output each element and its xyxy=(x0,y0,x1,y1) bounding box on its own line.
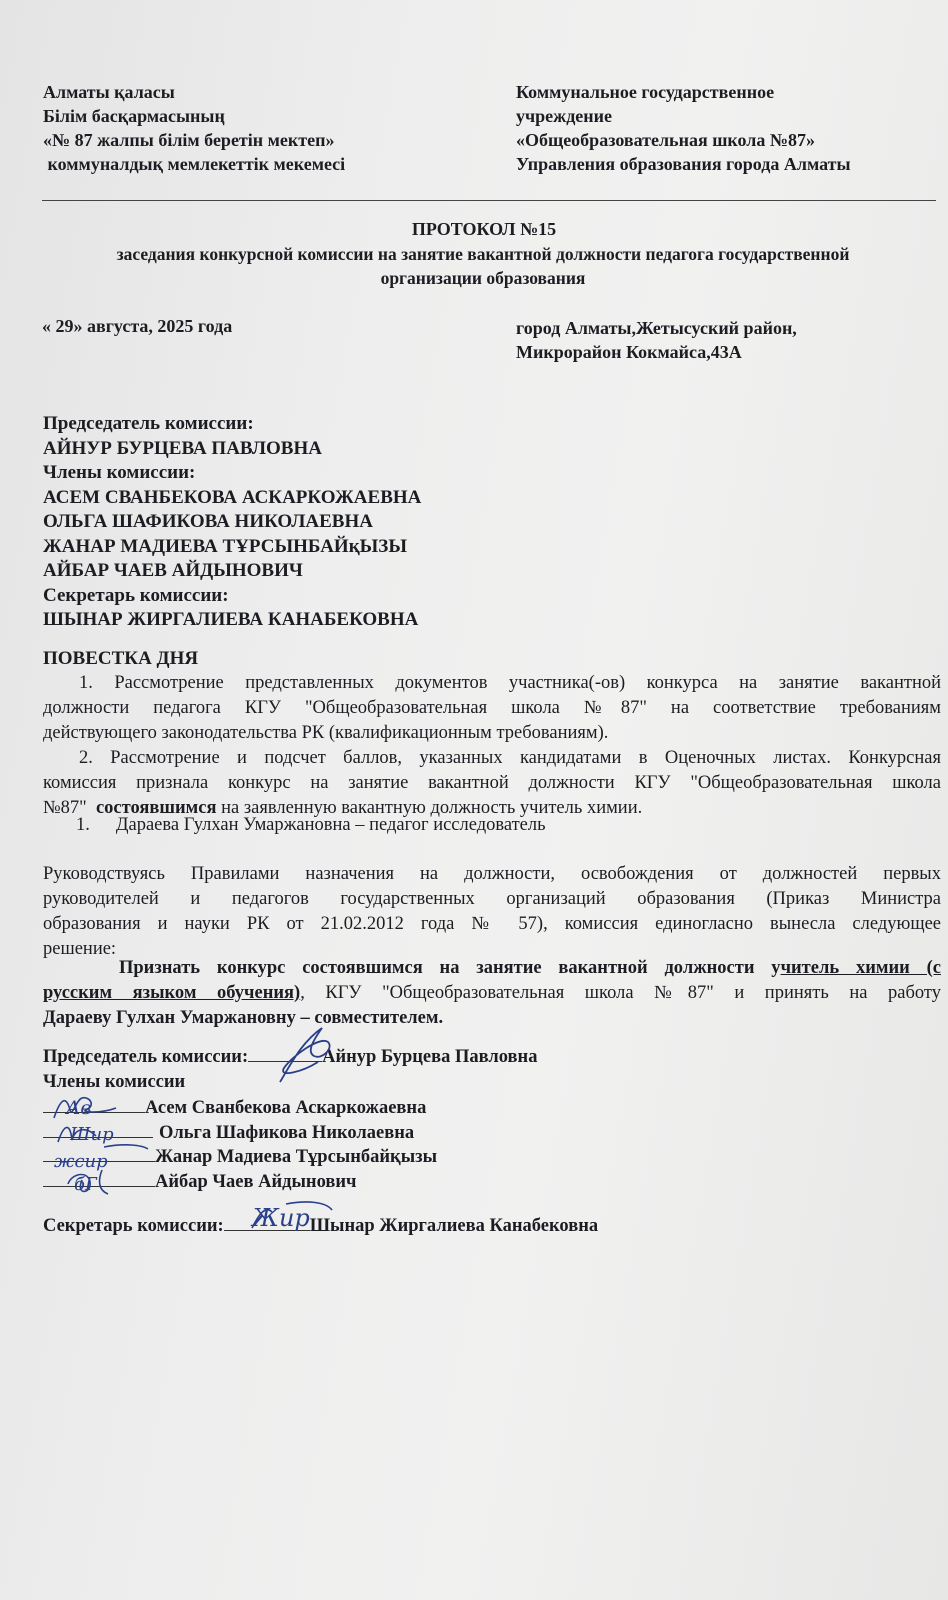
header-right-line: «Общеобразовательная школа №87» xyxy=(516,130,815,150)
signature-text: бГ xyxy=(74,1174,97,1195)
member-name: АСЕМ СВАНБЕКОВА АСКАРКОЖАЕВНА xyxy=(43,486,422,508)
protocol-place xyxy=(516,316,797,364)
sign-member-name: Жанар Мадиева Тұрсынбайқызы xyxy=(155,1147,438,1167)
decision-line: Руководствуясь Правилами назначения на должности, освобождения от должностей первых xyxy=(43,864,941,884)
protocol-subtitle-line: заседания конкурсной комиссии на занятие вакантной должности педагога государственной xyxy=(116,244,850,264)
member-name: ОЛЬГА ШАФИКОВА НИКОЛАЕВНА xyxy=(43,511,373,532)
header-left-line: «№ 87 жалпы білім беретін мектеп» xyxy=(43,130,335,150)
resolution-line xyxy=(43,956,941,981)
resolution-underlined: читель химии (с xyxy=(780,958,941,978)
sign-chair-label: Председатель комиссии: xyxy=(43,1047,249,1067)
signature-text: Жир xyxy=(252,1204,310,1232)
header-right-line: учреждение xyxy=(516,106,613,126)
header-left-line: Білім басқармасының xyxy=(43,106,225,126)
decision-line: образования и науки РК от 21.02.2012 года № 57), комиссия единогласно вынесла следующее xyxy=(43,914,941,934)
decision-resolution xyxy=(43,956,941,1031)
protocol-title: ПРОТОКОЛ №15 xyxy=(411,219,557,239)
header-right-line: Коммунальное государственное xyxy=(516,82,775,102)
resolution-text: Признать конкурс состоявшимся на занятие вакантной должности у xyxy=(119,958,781,978)
member-signature-4 xyxy=(62,1164,152,1205)
resolution-line xyxy=(43,981,941,1006)
secretary-label: Секретарь комиссии: xyxy=(43,584,229,606)
place-line: Микрорайон Кокмайса,43А xyxy=(516,342,742,362)
candidate-text: Дараева Гулхан Умаржановна – педагог исследователь xyxy=(115,815,546,835)
agenda-text: №87" xyxy=(43,798,96,818)
header-left-line: Алматы қаласы xyxy=(43,82,175,102)
sign-member-name: Ольга Шафикова Николаевна xyxy=(159,1122,415,1143)
place-line: город Алматы,Жетысуский район, xyxy=(516,318,797,338)
header-left-line: коммуналдық мемлекеттік мекемесі xyxy=(43,154,346,174)
signature-text: жсир xyxy=(54,1151,108,1172)
agenda-heading: ПОВЕСТКА ДНЯ xyxy=(43,648,199,669)
sign-secretary-label: Секретарь комиссии: xyxy=(43,1216,224,1236)
resolution-text: , КГУ "Общеобразовательная школа №87" и принять на работу xyxy=(300,983,941,1003)
sign-member-name: Асем Сванбекова Аскаркожаевна xyxy=(145,1098,427,1118)
protocol-subtitle-line: организации образования xyxy=(380,268,586,288)
sign-chair-name: Айнур Бурцева Павловна xyxy=(322,1047,538,1067)
secretary-name: ШЫНАР ЖИРГАЛИЕВА КАНАБЕКОВНА xyxy=(43,609,419,630)
agenda-item-2 xyxy=(43,746,941,821)
commission-block xyxy=(43,412,421,633)
chair-signature xyxy=(272,1022,342,1097)
candidate-number: 1. xyxy=(76,815,90,835)
member-name: ЖАНАР МАДИЕВА ТҰРСЫНБАЙқЫЗЫ xyxy=(43,535,407,557)
sign-members-label: Члены комиссии xyxy=(43,1072,186,1092)
sign-member-name: Айбар Чаев Айдынович xyxy=(155,1171,357,1192)
header-divider xyxy=(42,200,936,201)
resolution-underlined: русским языком обучения) xyxy=(43,983,301,1003)
agenda-bold-text: состоявшимся xyxy=(95,798,217,818)
agenda-line: комиссия признала конкурс на занятие вакантной должности КГУ "Общеобразовательная школа xyxy=(43,773,941,793)
agenda-line: 2. Рассмотрение и подсчет баллов, указанных кандидатами в Оценочных листах. Конкурсная xyxy=(79,748,941,768)
members-label: Члены комиссии: xyxy=(43,462,196,483)
agenda-line: действующего законодательства РК (квалификационным требованиям). xyxy=(43,723,609,743)
protocol-date: « 29» августа, 2025 года xyxy=(42,316,233,336)
signature-text: Шир xyxy=(70,1124,114,1145)
resolution-line: Дараеву Гулхан Умаржановну – совместителем. xyxy=(43,1008,444,1028)
decision-line: руководителей и педагогов государственных организаций образования (Приказ Министра xyxy=(43,889,941,909)
sign-secretary-name: Шынар Жиргалиева Канабековна xyxy=(309,1216,599,1236)
agenda-line: 1. Рассмотрение представленных документов участника(-ов) конкурса на занятие вакантной xyxy=(79,673,941,693)
decision-basis xyxy=(43,862,941,962)
secretary-signature xyxy=(246,1198,336,1243)
decision-line: решение: xyxy=(43,939,117,959)
header-right-line: Управления образования города Алматы xyxy=(516,154,851,174)
agenda-item-1 xyxy=(43,671,941,746)
member-name: АЙБАР ЧАЕВ АЙДЫНОВИЧ xyxy=(43,560,303,581)
chair-name: АЙНУР БУРЦЕВА ПАВЛОВНА xyxy=(43,437,322,459)
header-left-block xyxy=(43,80,345,176)
signature-text: Ав xyxy=(66,1097,92,1119)
candidate-item xyxy=(76,815,546,836)
agenda-line: должности педагога КГУ "Общеобразовательная школа №87" на соответствие требованиям xyxy=(43,698,941,718)
header-right-block xyxy=(516,80,851,176)
agenda-text: на заявленную вакантную должность учитель химии. xyxy=(216,798,643,818)
chair-label: Председатель комиссии: xyxy=(43,413,254,434)
